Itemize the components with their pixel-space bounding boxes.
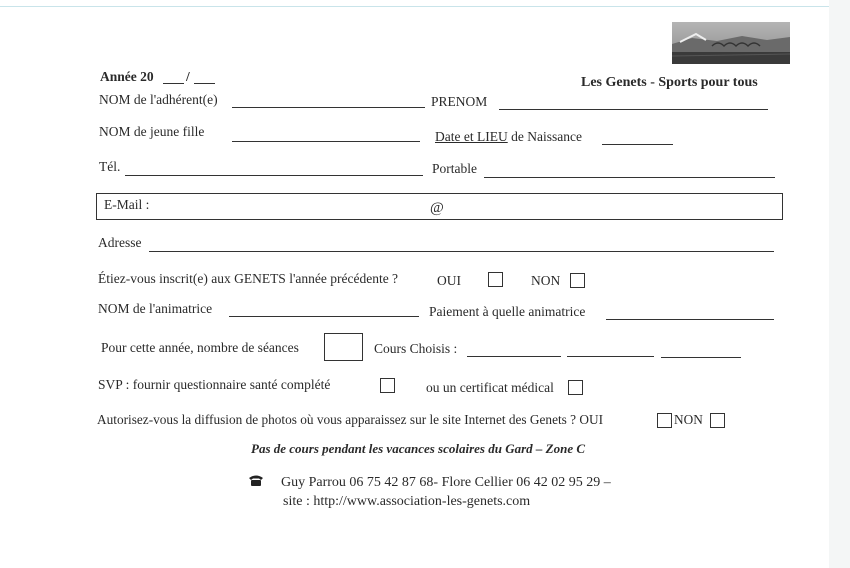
photos-non-label: NON <box>674 412 703 427</box>
annee-label: Année 20 <box>100 69 154 84</box>
annee-separator: / <box>186 69 190 84</box>
photos-oui-checkbox[interactable] <box>657 413 672 428</box>
nombre-seances-field[interactable] <box>324 333 363 361</box>
cours-choisis-field-2[interactable] <box>567 356 654 357</box>
cours-choisis-field-1[interactable] <box>467 356 561 357</box>
site-link[interactable]: site : http://www.association-les-genets.com <box>283 494 531 509</box>
autorisez-question: Autorisez-vous la diffusion de photos où vous apparaissez sur le site Internet des Genets ? OUI <box>97 412 604 427</box>
contact-phones: Guy Parrou 06 75 42 87 68- Flore Cellier 06 42 02 95 29 – <box>281 475 611 490</box>
tel-label: Tél. <box>99 159 121 174</box>
org-title: Les Genets - Sports pour tous <box>581 75 758 90</box>
naissance-label: de Naissance <box>507 129 582 144</box>
annee-line-1[interactable] <box>163 83 184 84</box>
nom-adherent-field[interactable] <box>232 107 425 108</box>
nombre-seances-label: Pour cette année, nombre de séances <box>101 340 299 355</box>
date-lieu-label <box>435 129 582 145</box>
svp-questionnaire-label: SVP : fournir questionnaire santé complété <box>98 377 331 392</box>
nom-animatrice-field[interactable] <box>229 316 419 317</box>
nom-animatrice-label: NOM de l'animatrice <box>98 301 213 316</box>
nom-jeune-fille-label: NOM de jeune fille <box>99 124 205 139</box>
adresse-field[interactable] <box>149 251 774 252</box>
certificat-checkbox[interactable] <box>568 380 583 395</box>
landscape-photo <box>672 22 790 64</box>
portable-label: Portable <box>432 161 477 176</box>
nom-jeune-fille-field[interactable] <box>232 141 420 142</box>
vacances-notice: Pas de cours pendant les vacances scolaires du Gard – Zone C <box>251 441 586 456</box>
certificat-label: ou un certificat médical <box>426 380 554 395</box>
top-rule <box>0 6 830 7</box>
tel-field[interactable] <box>125 175 423 176</box>
non-label: NON <box>531 273 561 288</box>
scan-edge <box>829 0 850 568</box>
nom-adherent-label: NOM de l'adhérent(e) <box>99 92 218 107</box>
paiement-field[interactable] <box>606 319 774 320</box>
photos-non-checkbox[interactable] <box>710 413 725 428</box>
adresse-label: Adresse <box>98 235 142 250</box>
telephone-icon <box>248 474 264 492</box>
questionnaire-checkbox[interactable] <box>380 378 395 393</box>
inscrit-question: Étiez-vous inscrit(e) aux GENETS l'année précédente ? <box>98 271 399 286</box>
inscrit-non-checkbox[interactable] <box>570 273 585 288</box>
paiement-label: Paiement à quelle animatrice <box>429 304 586 319</box>
prenom-field[interactable] <box>499 109 768 110</box>
cours-choisis-label: Cours Choisis : <box>374 341 458 356</box>
portable-field[interactable] <box>484 177 775 178</box>
date-lieu-underlined: Date et LIEU <box>435 129 508 144</box>
prenom-label: PRENOM <box>431 94 488 109</box>
at-sign: @ <box>430 200 444 216</box>
naissance-field[interactable] <box>602 144 673 145</box>
inscrit-oui-checkbox[interactable] <box>488 272 503 287</box>
annee-line-2[interactable] <box>194 83 215 84</box>
oui-label: OUI <box>437 273 461 288</box>
email-label: E-Mail : <box>104 197 150 212</box>
cours-choisis-field-3[interactable] <box>661 357 741 358</box>
